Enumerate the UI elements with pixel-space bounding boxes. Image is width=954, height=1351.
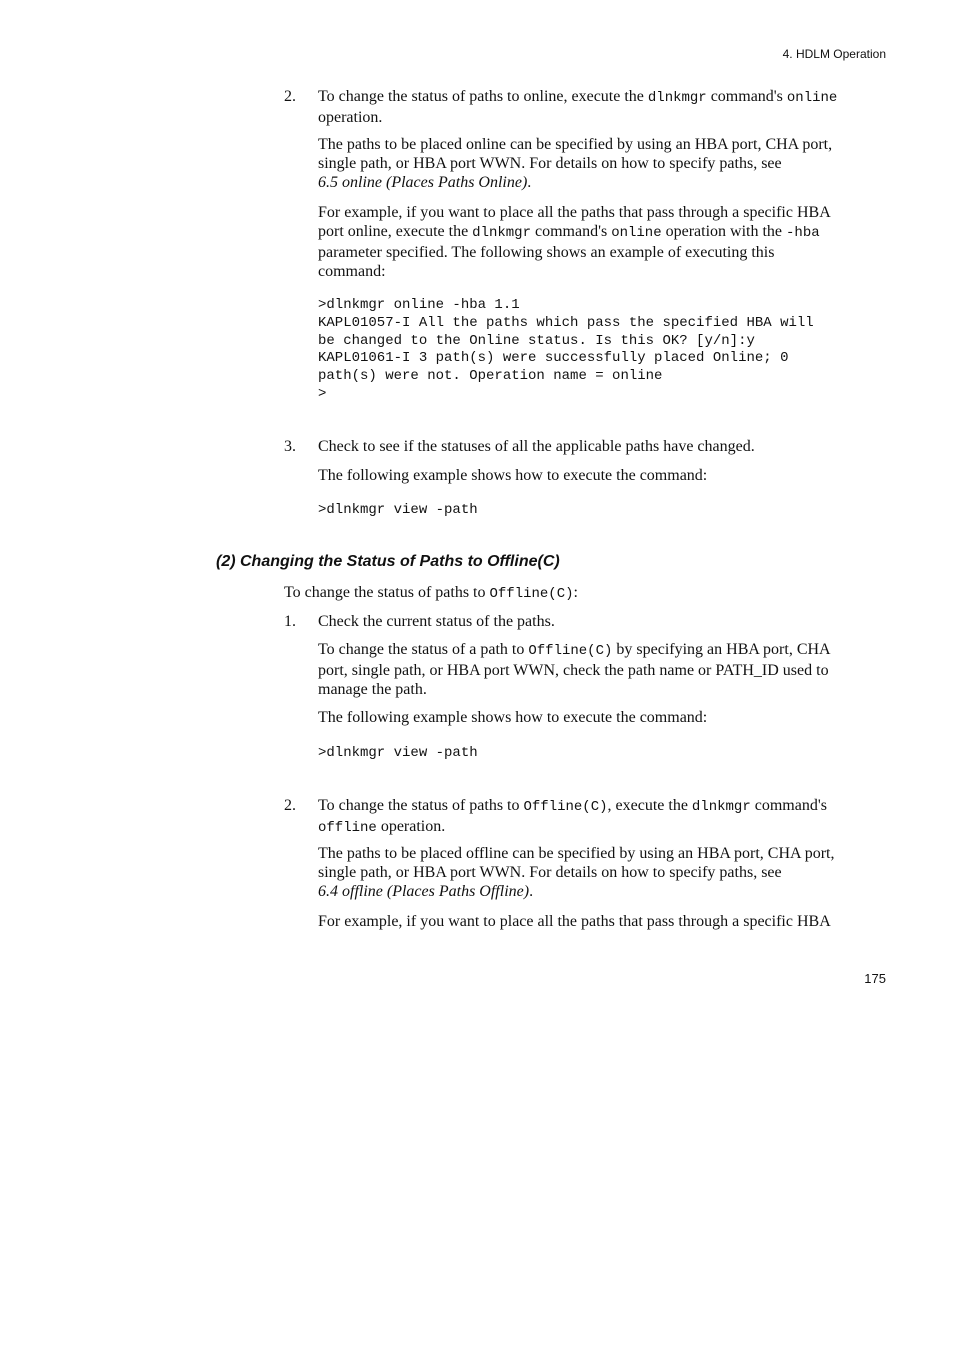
code-line: KAPL01057-I All the paths which pass the specified HBA will bbox=[318, 314, 814, 331]
step-number: 1. bbox=[284, 613, 296, 630]
paragraph: The paths to be placed offline can be specified by using an HBA port, CHA port, single path, or HBA port WWN. For details on how to specify paths, see 6.4 offline (Places Paths Offline). bbox=[318, 845, 835, 900]
step-text: Check the current status of the paths. bbox=[318, 613, 555, 630]
section-heading: (2) Changing the Status of Paths to Offline(C) bbox=[216, 553, 560, 570]
cross-reference[interactable]: 6.4 offline (Places Paths Offline) bbox=[318, 883, 530, 900]
paragraph: To change the status of a path to Offline(C) by specifying an HBA port, CHA port, single path, or HBA port WWN, check the path name or PATH_ID used to manage the path. bbox=[318, 641, 831, 698]
step-text: To change the status of paths to online, execute the dlnkmgr command's online operation. bbox=[318, 88, 838, 126]
cross-reference[interactable]: 6.5 online (Places Paths Online) bbox=[318, 174, 528, 191]
code-line: be changed to the Online status. Is this OK? [y/n]:y bbox=[318, 332, 755, 349]
paragraph: To change the status of paths to Offline(C): bbox=[284, 584, 578, 602]
step-number: 3. bbox=[284, 438, 296, 455]
code-line: > bbox=[318, 385, 327, 402]
code-line: KAPL01061-I 3 path(s) were successfully placed Online; 0 bbox=[318, 350, 789, 367]
code-block: >dlnkmgr view -path bbox=[318, 502, 478, 518]
page-number: 175 bbox=[864, 971, 886, 986]
step-text: To change the status of paths to Offline(C), execute the dlnkmgr command's offline operation. bbox=[318, 797, 827, 836]
code-line: >dlnkmgr online -hba 1.1 bbox=[318, 297, 520, 313]
paragraph: For example, if you want to place all the paths that pass through a specific HBA port online, execute the dlnkmgr command's online operation with the -hba parameter specified. The following shows an example of executing this command: bbox=[318, 204, 831, 280]
paragraph: For example, if you want to place all the paths that pass through a specific HBA bbox=[318, 913, 831, 930]
code-block bbox=[318, 297, 898, 404]
step-number: 2. bbox=[284, 88, 296, 105]
paragraph: The following example shows how to execute the command: bbox=[318, 709, 708, 726]
code-block: >dlnkmgr view -path bbox=[318, 745, 478, 761]
paragraph: The following example shows how to execute the command: bbox=[318, 467, 708, 484]
code-line: path(s) were not. Operation name = online bbox=[318, 368, 663, 385]
paragraph: The paths to be placed online can be specified by using an HBA port, CHA port, single path, or HBA port WWN. For details on how to specify paths, see 6.5 online (Places Paths Online). bbox=[318, 136, 833, 191]
step-text: Check to see if the statuses of all the applicable paths have changed. bbox=[318, 438, 755, 455]
running-header: 4. HDLM Operation bbox=[782, 47, 886, 61]
step-number: 2. bbox=[284, 797, 296, 814]
